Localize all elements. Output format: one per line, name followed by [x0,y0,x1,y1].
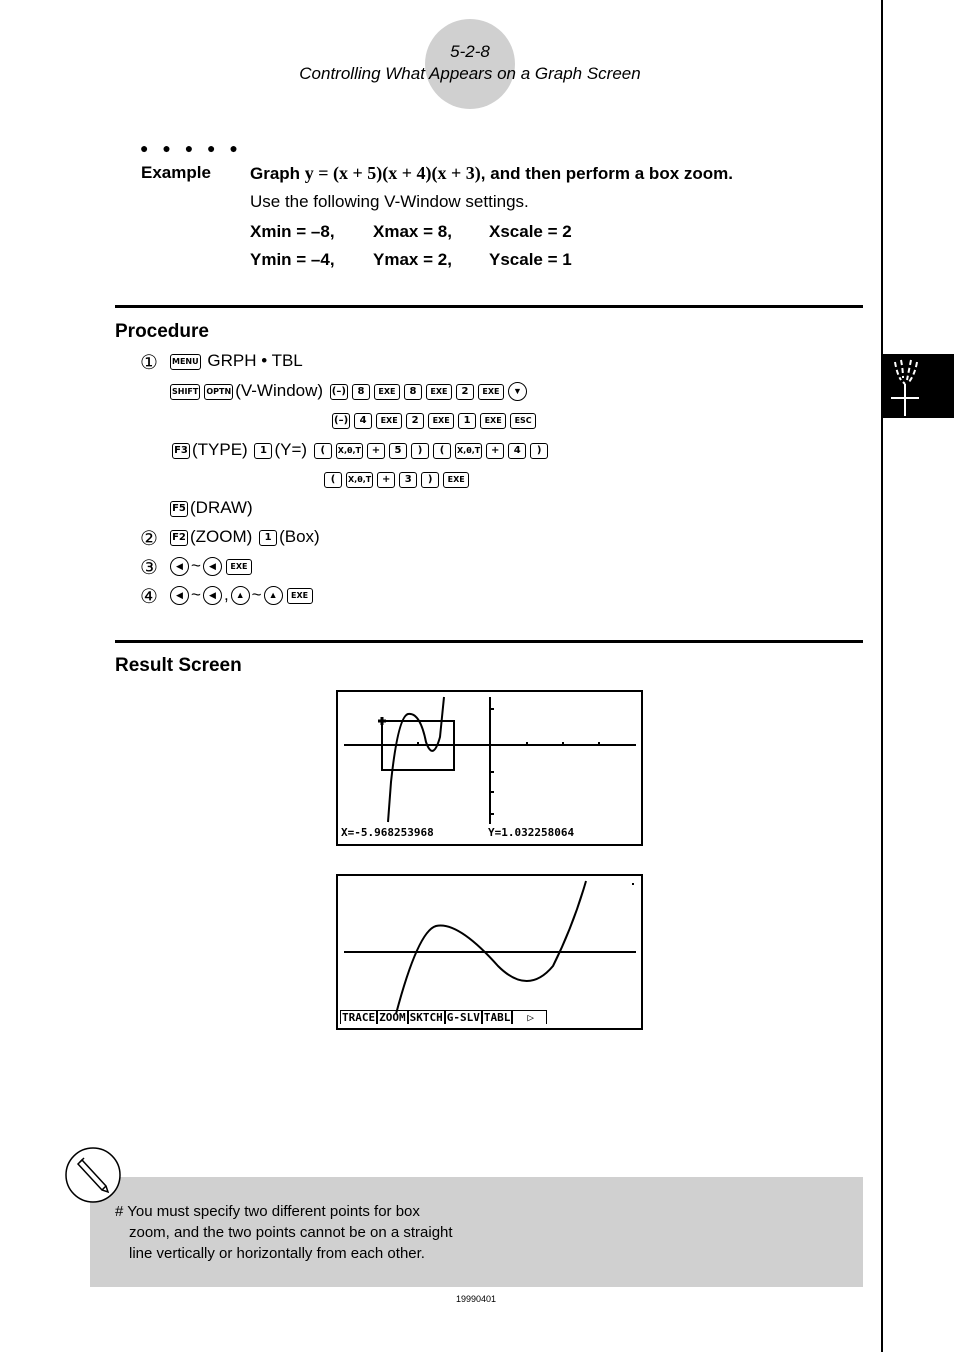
xscale-setting: Xscale = 2 [489,222,572,241]
zoom-text: (ZOOM) [190,527,253,546]
example-instruction: Use the following V-Window settings. [250,192,529,211]
key-4: 4 [508,443,526,459]
cursor-left-key: ◀ [203,557,222,576]
cursor-left-key: ◀ [203,586,222,605]
step-1-line-3 [330,410,538,430]
procedure-heading: Procedure [115,321,209,342]
cursor-left-key: ◀ [170,586,189,605]
example-title [250,163,733,184]
step-1-line-5 [322,469,471,489]
note-line-1: # You must specify two different points for box [115,1203,420,1220]
example-label: Example [141,163,211,182]
right-paren-key: ) [530,443,548,459]
exe-key: EXE [480,413,506,429]
step-1-line-4 [170,440,550,460]
plus-key: + [486,443,504,459]
example-title-post: , and then perform a box zoom. [480,164,733,183]
cursor-up-key: ▲ [231,586,250,605]
exe-key: EXE [428,413,454,429]
key-3: 3 [399,472,417,488]
result-heading: Result Screen [115,655,242,676]
negative-key: (–) [332,413,350,429]
step-1-line-1 [168,351,303,371]
function-menu-bar [340,1010,547,1024]
left-paren-key: ( [433,443,451,459]
note-line-3: line vertically or horizontally from each other. [129,1245,425,1262]
calculator-screen-1 [336,690,643,846]
note-line-2: zoom, and the two points cannot be on a straight [129,1224,453,1241]
note-icon-wrapper [64,1146,122,1209]
chapter-tab [883,354,954,418]
calculator-screen-2 [336,874,643,1030]
vwindow-text: (V-Window) [235,381,324,400]
menu-trace: TRACE [342,1011,376,1024]
result-rule [115,640,863,643]
step-2-line [168,527,320,547]
menu-table: TABL [483,1011,511,1024]
xot-key: X,θ,T [346,472,373,488]
key-5: 5 [389,443,407,459]
comma-text: , [223,585,229,604]
section-title: Controlling What Appears on a Graph Screen [299,64,641,83]
xot-key: X,θ,T [455,443,482,459]
plus-key: + [377,472,395,488]
cubic-curve [388,697,444,822]
tilde-text: ~ [191,585,201,604]
exe-key: EXE [374,384,400,400]
key-8: 8 [352,384,370,400]
screen-2-graph [338,876,641,1028]
ymin-setting: Ymin = –4, [250,250,335,269]
example-title-math: y = (x + 5)(x + 4)(x + 3) [304,163,481,183]
example-dots: ● ● ● ● ● [140,140,243,156]
exe-key: EXE [443,472,469,488]
exe-key: EXE [426,384,452,400]
xot-key: X,θ,T [336,443,363,459]
step-1-number: ① [140,352,158,374]
procedure-rule [115,305,863,308]
menu-sketch: SKTCH [409,1011,443,1024]
step-3-number: ③ [140,557,158,579]
key-4: 4 [354,413,372,429]
shift-key: SHIFT [170,384,200,400]
negative-key: (–) [330,384,348,400]
page-edge-line [881,0,883,1352]
graph-chapter-icon [883,354,954,418]
screen-1-x-readout: X=-5.968253968 [341,826,434,839]
xmin-setting: Xmin = –8, [250,222,335,241]
box-text: (Box) [279,527,320,546]
f3-key: F3 [172,443,190,459]
f5-key: F5 [170,501,188,517]
menu-next: ▷ [512,1010,547,1024]
key-1: 1 [458,413,476,429]
left-paren-key: ( [314,443,332,459]
menu-gsolve: G-SLV [446,1011,480,1024]
key-2: 2 [406,413,424,429]
zoomed-cubic-curve [396,881,586,1014]
step-4-line [168,585,315,605]
pixel-dot [632,883,634,885]
cursor-cross-icon [378,717,386,725]
pencil-icon [64,1146,122,1204]
step-3-line [168,556,254,576]
yscale-setting: Yscale = 1 [489,250,572,269]
right-paren-key: ) [421,472,439,488]
menu-zoom: ZOOM [379,1011,406,1024]
right-paren-key: ) [411,443,429,459]
xmax-setting: Xmax = 8, [373,222,452,241]
tilde-text: ~ [191,556,201,575]
screen-1-graph [338,692,641,844]
grph-tbl-text: GRPH • TBL [207,351,303,370]
exe-key: EXE [478,384,504,400]
exe-key: EXE [376,413,402,429]
exe-key: EXE [226,559,252,575]
optn-key: OPTN [204,384,233,400]
exe-key: EXE [287,588,313,604]
step-2-number: ② [140,528,158,550]
plus-key: + [367,443,385,459]
menu-key: MENU [170,354,201,370]
left-paren-key: ( [324,472,342,488]
key-1: 1 [254,443,272,459]
footer-code: 19990401 [455,1294,497,1304]
draw-text: (DRAW) [190,498,253,517]
screen-1-y-readout: Y=1.032258064 [488,826,575,839]
step-1-line-6 [168,498,253,518]
step-4-number: ④ [140,586,158,608]
key-2: 2 [456,384,474,400]
page-number: 5-2-8 [450,42,490,61]
step-1-line-2 [168,381,529,401]
cursor-left-key: ◀ [170,557,189,576]
type-text: (TYPE) [192,440,248,459]
esc-key: ESC [510,413,536,429]
f2-key: F2 [170,530,188,546]
tilde-text: ~ [251,585,262,604]
cursor-up-key: ▲ [264,586,283,605]
yeq-text: (Y=) [274,440,308,459]
key-8: 8 [404,384,422,400]
key-1: 1 [259,530,277,546]
example-title-pre: Graph [250,164,305,183]
cursor-down-key: ▼ [508,382,527,401]
ymax-setting: Ymax = 2, [373,250,452,269]
